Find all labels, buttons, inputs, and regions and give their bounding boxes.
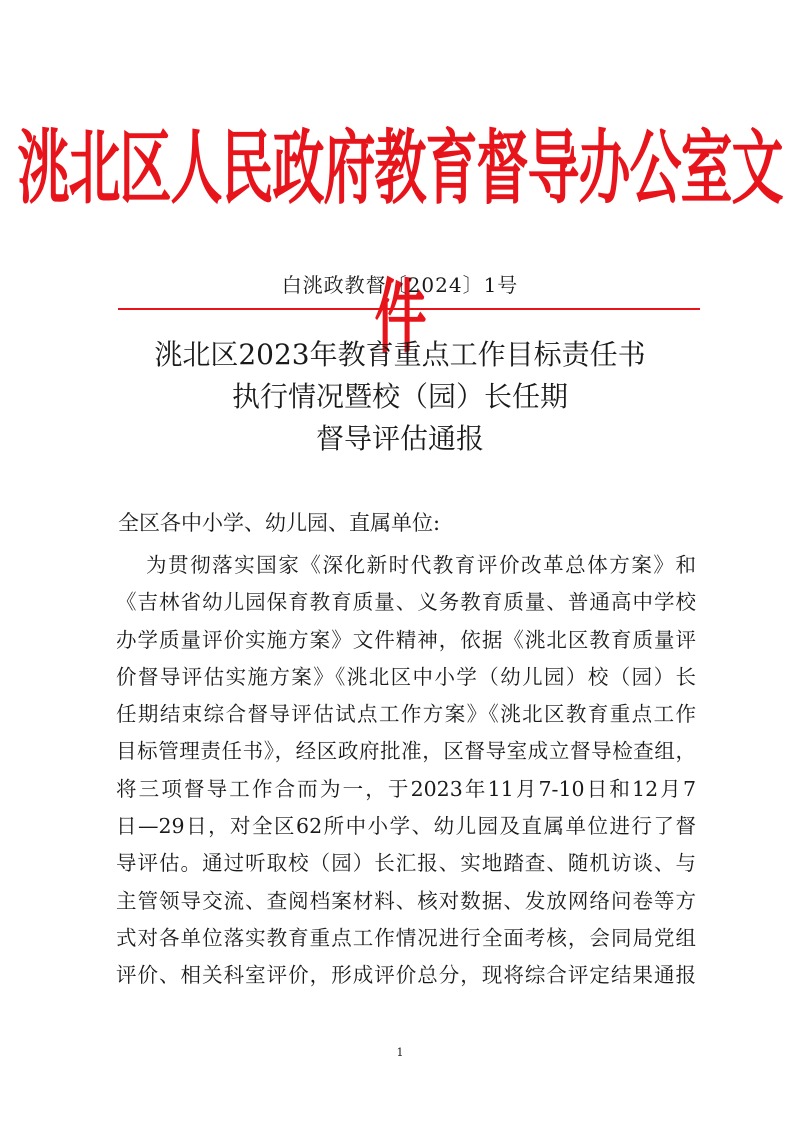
body-line: 价督导评估实施方案》《洮北区中小学（幼儿园）校（园）长 bbox=[116, 664, 696, 689]
body-line: 日—29日，对全区62所中小学、幼儿园及直属单位进行了督 bbox=[116, 814, 696, 839]
body-line: 办学质量评价实施方案》文件精神，依据《洮北区教育质量评 bbox=[116, 627, 696, 652]
body-line: 《吉林省幼儿园保育教育质量、义务教育质量、普通高中学校 bbox=[116, 590, 696, 615]
document-header-title: 洮北区人民政府教育督导办公室文件 bbox=[17, 123, 783, 365]
body-line: 任期结束综合督导评估试点工作方案》《洮北区教育重点工作 bbox=[116, 702, 696, 727]
body-line: 目标管理责任书》，经区政府批准，区督导室成立督导检查组， bbox=[116, 739, 696, 764]
body-line: 导评估。通过听取校（园）长汇报、实地踏查、随机访谈、与 bbox=[116, 851, 696, 876]
notice-title-line-2: 执行情况暨校（园）长任期 bbox=[231, 380, 568, 413]
red-separator-line bbox=[118, 308, 700, 310]
notice-title bbox=[0, 334, 800, 460]
body-line: 评价、相关科室评价，形成评价总分，现将综合评定结果通报 bbox=[116, 963, 696, 988]
notice-title-line-3: 督导评估通报 bbox=[315, 422, 484, 455]
body-line: 式对各单位落实教育重点工作情况进行全面考核，会同局党组 bbox=[116, 925, 696, 950]
document-number: 白洮政教督〔2024〕1号 bbox=[281, 273, 519, 297]
notice-title-line-1: 洮北区2023年教育重点工作目标责任书 bbox=[154, 338, 646, 371]
body-line: 主管领导交流、查阅档案材料、核对数据、发放网络问卷等方 bbox=[116, 888, 696, 913]
salutation: 全区各中小学、幼儿园、直属单位: bbox=[118, 511, 441, 535]
page-number: 1 bbox=[396, 1046, 404, 1059]
body-paragraph bbox=[116, 547, 696, 995]
body-line: 将三项督导工作合而为一，于2023年11月7-10日和12月7 bbox=[116, 776, 696, 801]
body-line: 为贯彻落实国家《深化新时代教育评价改革总体方案》和 bbox=[146, 553, 696, 577]
